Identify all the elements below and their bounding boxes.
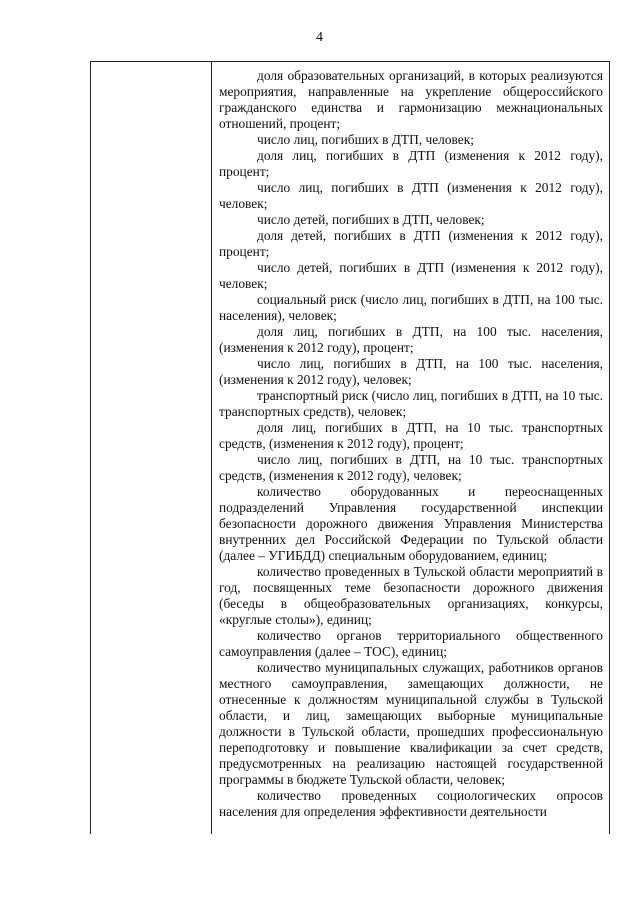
document-table xyxy=(90,61,610,834)
indicator-paragraph: доля лиц, погибших в ДТП, на 100 тыс. населения, (изменения к 2012 году), процент; xyxy=(219,324,603,355)
indicator-paragraph: доля образовательных организаций, в которых реализуются мероприятия, направленные на укрепление общероссийского гражданского единства и гармонизацию межнациональных отношений, процент; xyxy=(219,68,603,131)
table-left-cell xyxy=(91,62,212,834)
indicator-paragraph: количество органов территориального общественного самоуправления (далее – ТОС), единиц; xyxy=(219,628,603,659)
indicator-paragraph: число детей, погибших в ДТП (изменения к 2012 году), человек; xyxy=(219,260,603,291)
page-number: 4 xyxy=(316,30,323,45)
indicator-paragraph: количество оборудованных и переоснащенных подразделений Управления государственной инспекции безопасности дорожного движения Управления Министерства внутренних дел Российской Федерации по Тульской области (далее – УГИБДД) специальным оборудованием, единиц; xyxy=(219,484,603,563)
indicator-paragraph: число лиц, погибших в ДТП, человек; xyxy=(257,132,474,147)
indicator-paragraph: число лиц, погибших в ДТП (изменения к 2012 году), человек; xyxy=(219,180,603,211)
indicator-paragraph: количество проведенных в Тульской области мероприятий в год, посвященных теме безопасности дорожного движения (беседы в общеобразовательных организациях, конкурсы, «круглые столы»), единиц; xyxy=(219,564,603,627)
indicator-paragraph: количество муниципальных служащих, работников органов местного самоуправления, замещающих должности, не отнесенные к должностям муниципальной службы в Тульской области, и лиц, замещающих выборные муниципальные должности в Тульской области, прошедших профессиональную переподготовку и повышение квалификации за счет средств, предусмотренных на реализацию настоящей государственной программы в бюджете Тульской области, человек; xyxy=(219,660,603,787)
indicator-paragraph: доля детей, погибших в ДТП (изменения к 2012 году), процент; xyxy=(219,228,603,259)
indicator-paragraph: число лиц, погибших в ДТП, на 10 тыс. транспортных средств, (изменения к 2012 году), человек; xyxy=(219,452,603,483)
indicator-paragraph: число детей, погибших в ДТП, человек; xyxy=(257,212,485,227)
table-right-cell xyxy=(219,68,603,820)
indicator-paragraph: количество проведенных социологических опросов населения для определения эффективности деятельности xyxy=(219,788,603,819)
indicator-paragraph: число лиц, погибших в ДТП, на 100 тыс. населения, (изменения к 2012 году), человек; xyxy=(219,356,603,387)
indicator-paragraph: социальный риск (число лиц, погибших в ДТП, на 100 тыс. населения), человек; xyxy=(219,292,603,323)
indicator-paragraph: доля лиц, погибших в ДТП, на 10 тыс. транспортных средств, (изменения к 2012 году), процент; xyxy=(219,420,603,451)
indicator-paragraph: доля лиц, погибших в ДТП (изменения к 2012 году), процент; xyxy=(219,148,603,179)
indicator-paragraph: транспортный риск (число лиц, погибших в ДТП, на 10 тыс. транспортных средств), человек; xyxy=(219,388,603,419)
